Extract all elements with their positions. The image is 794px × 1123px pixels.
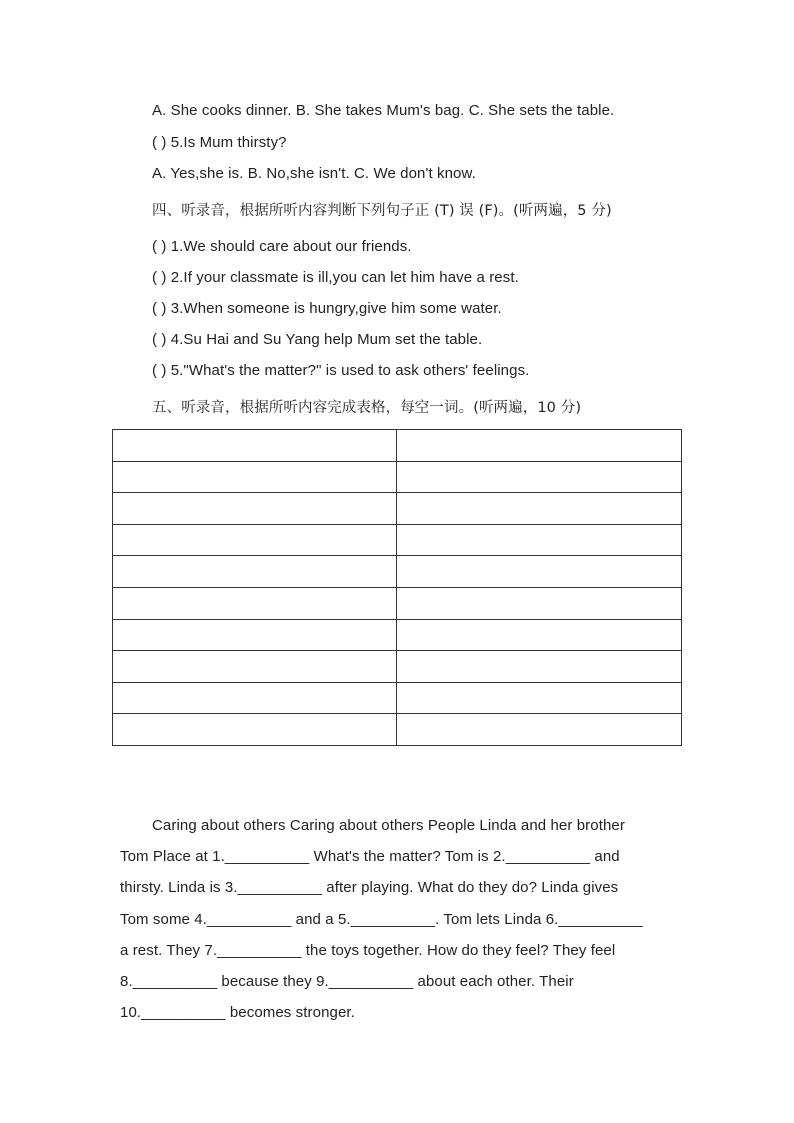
passage-line-5: a rest. They 7.__________ the toys together. How do they feel? They feel bbox=[120, 942, 616, 959]
table-cell[interactable] bbox=[113, 714, 397, 746]
table-cell[interactable] bbox=[113, 651, 397, 683]
q5-options: A. Yes,she is. B. No,she isn't. C. We don't know. bbox=[152, 165, 476, 182]
table-cell[interactable] bbox=[397, 587, 682, 619]
table-cell[interactable] bbox=[397, 682, 682, 714]
answer-table bbox=[112, 429, 682, 746]
table-cell[interactable] bbox=[397, 430, 682, 462]
table-cell[interactable] bbox=[397, 651, 682, 683]
table-cell[interactable] bbox=[397, 714, 682, 746]
table-row bbox=[113, 619, 682, 651]
section4-item-2: ( ) 2.If your classmate is ill,you can let him have a rest. bbox=[152, 269, 519, 286]
table-cell[interactable] bbox=[113, 682, 397, 714]
section4-item-3: ( ) 3.When someone is hungry,give him some water. bbox=[152, 300, 502, 317]
table-cell[interactable] bbox=[113, 461, 397, 493]
table-cell[interactable] bbox=[397, 461, 682, 493]
table-row bbox=[113, 493, 682, 525]
table-row bbox=[113, 461, 682, 493]
table-cell[interactable] bbox=[397, 524, 682, 556]
section4-item-1: ( ) 1.We should care about our friends. bbox=[152, 238, 412, 255]
passage-line-6: 8.__________ because they 9.__________ about each other. Their bbox=[120, 973, 574, 990]
section4-item-4: ( ) 4.Su Hai and Su Yang help Mum set the table. bbox=[152, 331, 483, 348]
table-row bbox=[113, 714, 682, 746]
passage-line-1: Caring about others Caring about others People Linda and her brother bbox=[152, 817, 625, 834]
q4-options: A. She cooks dinner. B. She takes Mum's bag. C. She sets the table. bbox=[152, 102, 615, 119]
table-row bbox=[113, 651, 682, 683]
section5-heading: 五、听录音，根据所听内容完成表格，每空一词。(听两遍，10 分) bbox=[152, 400, 582, 416]
table-cell[interactable] bbox=[397, 493, 682, 525]
section4-item-5: ( ) 5."What's the matter?" is used to ask others' feelings. bbox=[152, 362, 530, 379]
answer-table-body bbox=[113, 430, 682, 746]
table-cell[interactable] bbox=[113, 430, 397, 462]
passage-line-4: Tom some 4.__________ and a 5.__________. Tom lets Linda 6.__________ bbox=[120, 911, 643, 928]
table-row bbox=[113, 430, 682, 462]
section4-heading: 四、听录音，根据所听内容判断下列句子正 (T) 误 (F)。(听两遍，5 分) bbox=[152, 203, 612, 219]
table-cell[interactable] bbox=[397, 556, 682, 588]
table-cell[interactable] bbox=[113, 619, 397, 651]
table-row bbox=[113, 524, 682, 556]
table-cell[interactable] bbox=[113, 524, 397, 556]
passage-line-7: 10.__________ becomes stronger. bbox=[120, 1004, 355, 1021]
table-cell[interactable] bbox=[113, 493, 397, 525]
passage-line-3: thirsty. Linda is 3.__________ after playing. What do they do? Linda gives bbox=[120, 879, 619, 896]
table-cell[interactable] bbox=[113, 556, 397, 588]
table-row bbox=[113, 587, 682, 619]
passage-line-2: Tom Place at 1.__________ What's the matter? Tom is 2.__________ and bbox=[120, 848, 620, 865]
table-row bbox=[113, 556, 682, 588]
table-cell[interactable] bbox=[397, 619, 682, 651]
q5-question: ( ) 5.Is Mum thirsty? bbox=[152, 134, 287, 151]
table-row bbox=[113, 682, 682, 714]
table-cell[interactable] bbox=[113, 587, 397, 619]
